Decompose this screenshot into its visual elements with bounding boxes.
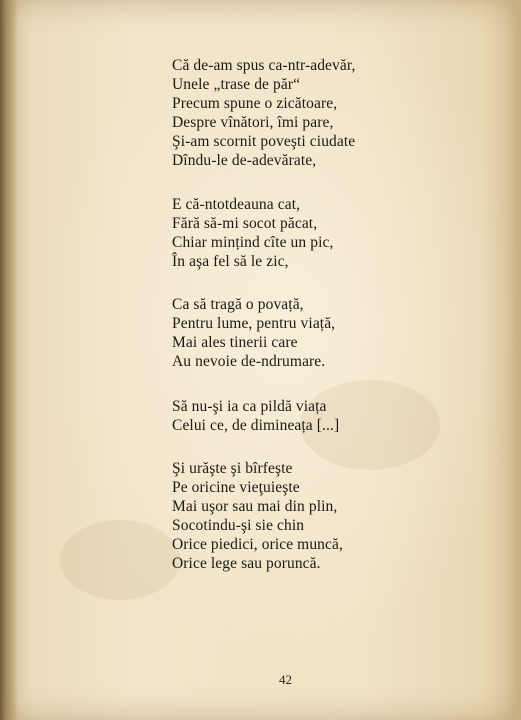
- poem-line: Chiar mințind cîte un pic,: [172, 234, 334, 251]
- poem-line: Dîndu-le de-adevărate,: [172, 152, 317, 169]
- poem-line: E că-ntotdeauna cat,: [172, 196, 301, 213]
- poem-line: Fără să-mi socot păcat,: [172, 215, 318, 232]
- poem-line: Socotindu-şi sie chin: [172, 517, 305, 534]
- poem-line: Precum spune o zicătoare,: [172, 95, 338, 112]
- poem-line: Despre vînători, îmi pare,: [172, 114, 334, 131]
- poem-line: Orice piedici, orice muncă,: [172, 536, 343, 553]
- poem-line: Mai ales tinerii care: [172, 334, 298, 351]
- poem-line: Mai uşor sau mai din plin,: [172, 498, 338, 515]
- stanza-3: [172, 295, 335, 371]
- stanza-1: [172, 56, 355, 170]
- poem-line: Să nu-şi ia ca pildă viața: [172, 398, 327, 415]
- poem-line: În aşa fel să le zic,: [172, 253, 289, 270]
- poem-line: Au nevoie de-ndrumare.: [172, 353, 326, 370]
- paper-stain: [60, 520, 180, 600]
- poem-line: Celui ce, de dimineața [...]: [172, 417, 340, 434]
- poem-line: Orice lege sau poruncă.: [172, 555, 321, 572]
- page-number: 42: [279, 672, 292, 687]
- poem-line: Că de-am spus ca-ntr-adevăr,: [172, 57, 356, 74]
- poem-line: Şi-am scornit poveşti ciudate: [172, 133, 356, 150]
- book-gutter-shadow: [0, 0, 18, 720]
- stanza-4: [172, 397, 339, 435]
- poem-line: Ca să tragă o povață,: [172, 296, 304, 313]
- stanza-2: [172, 195, 333, 271]
- poem-line: Şi urăşte şi bîrfeşte: [172, 460, 293, 477]
- poem-line: Pentru lume, pentru viață,: [172, 315, 336, 332]
- poem-line: Pe oricine vieţuieşte: [172, 479, 300, 496]
- poem-line: Unele „trase de păr“: [172, 76, 301, 93]
- stanza-5: [172, 459, 343, 573]
- page-edge: [511, 0, 521, 720]
